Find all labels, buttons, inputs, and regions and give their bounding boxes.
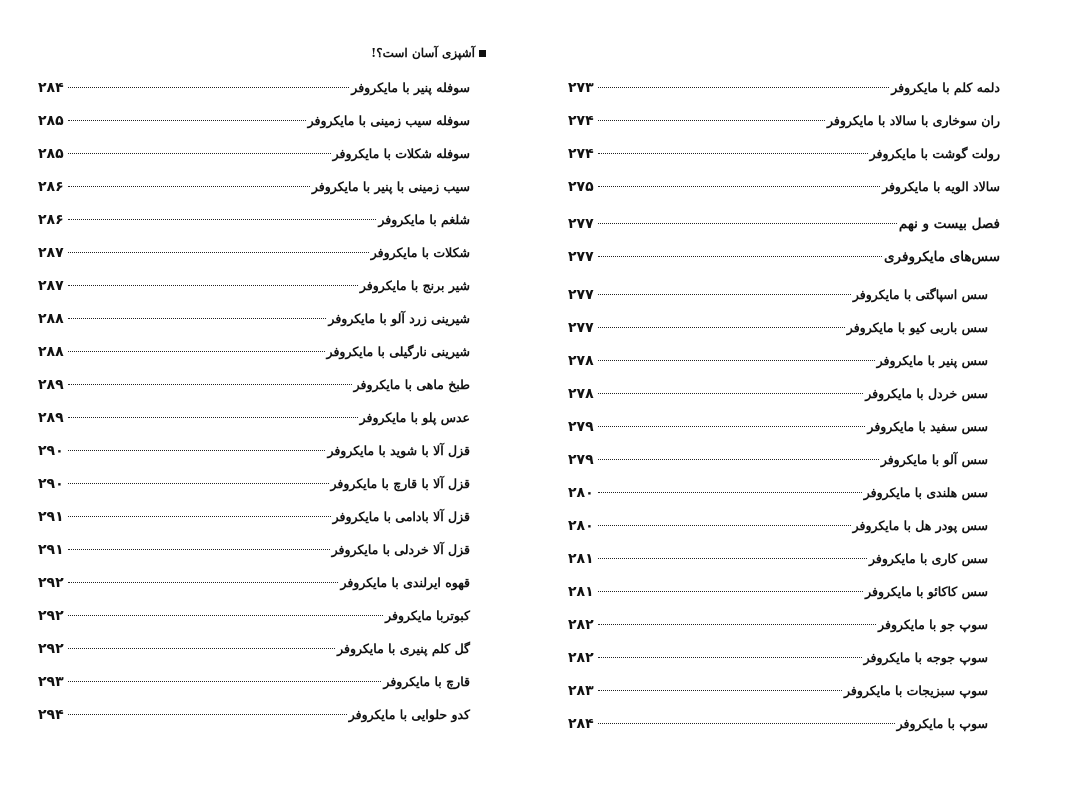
page-number: ۲۸۹ — [38, 377, 64, 393]
entry-title: سوفله شکلات با مایکروفر — [332, 146, 470, 161]
dot-leader — [598, 293, 851, 295]
page-number: ۲۸۸ — [38, 311, 64, 327]
entry-title: سس باربی کیو با مایکروفر — [846, 320, 988, 335]
entry-title: سوپ جوجه با مایکروفر — [863, 650, 988, 665]
toc-entry[interactable] — [38, 80, 470, 113]
page-number: ۲۸۵ — [38, 146, 64, 162]
entry-title: ران سوخاری با سالاد با مایکروفر — [827, 113, 1000, 128]
dot-leader — [598, 222, 897, 224]
page-number: ۲۷۹ — [568, 419, 594, 435]
toc-entry[interactable] — [38, 146, 470, 179]
page-number: ۲۸۷ — [38, 278, 64, 294]
toc-entry[interactable] — [38, 278, 470, 311]
dot-leader — [68, 119, 306, 121]
entry-title: شیر برنج با مایکروفر — [359, 278, 470, 293]
entry-title: قهوه ایرلندی با مایکروفر — [340, 575, 470, 590]
toc-entry[interactable] — [568, 551, 1000, 584]
header-title: آشپزی آسان است؟! — [370, 46, 475, 60]
page-number: ۲۸۹ — [38, 410, 64, 426]
entry-title: سس سفید با مایکروفر — [867, 419, 988, 434]
toc-entry[interactable] — [568, 386, 1000, 419]
entry-title: سوفله سیب زمینی با مایکروفر — [307, 113, 470, 128]
entry-title: سوپ با مایکروفر — [896, 716, 988, 731]
dot-leader — [68, 515, 331, 517]
page-number: ۲۷۸ — [568, 386, 594, 402]
dot-leader — [68, 317, 326, 319]
toc-entry[interactable] — [38, 179, 470, 212]
toc-entry[interactable] — [38, 311, 470, 344]
dot-leader — [68, 713, 347, 715]
dot-leader — [598, 590, 863, 592]
page-number: ۲۷۵ — [568, 179, 594, 195]
entry-title: سوپ جو با مایکروفر — [878, 617, 988, 632]
toc-entry[interactable] — [38, 674, 470, 707]
page-number: ۲۹۲ — [38, 641, 64, 657]
page-number: ۲۸۲ — [568, 650, 594, 666]
toc-entry[interactable] — [568, 584, 1000, 617]
toc-entry[interactable] — [568, 113, 1000, 146]
toc-entry[interactable] — [38, 575, 470, 608]
dot-leader — [68, 350, 325, 352]
page-number: ۲۸۶ — [38, 212, 64, 228]
dot-leader — [68, 482, 329, 484]
entry-title: گل کلم پنیری با مایکروفر — [337, 641, 470, 656]
toc-entry[interactable] — [568, 179, 1000, 216]
page-number: ۲۷۷ — [568, 216, 594, 232]
page-number: ۲۷۴ — [568, 146, 594, 162]
entry-title: شیرینی زرد آلو با مایکروفر — [328, 311, 470, 326]
page-number: ۲۸۵ — [38, 113, 64, 129]
dot-leader — [598, 185, 880, 187]
dot-leader — [68, 548, 330, 550]
toc-entry[interactable] — [568, 452, 1000, 485]
entry-title: سوپ سبزیجات با مایکروفر — [843, 683, 988, 698]
dot-leader — [598, 392, 863, 394]
dot-leader — [598, 689, 842, 691]
toc-entry[interactable] — [568, 287, 1000, 320]
entry-title: طبخ ماهی با مایکروفر — [353, 377, 470, 392]
page-number: ۲۸۳ — [568, 683, 594, 699]
toc-right-column — [568, 80, 1000, 749]
toc-entry[interactable] — [38, 608, 470, 641]
entry-title: قزل آلا با شوید با مایکروفر — [327, 443, 470, 458]
entry-title: کبوتربا مایکروفر — [385, 608, 470, 623]
entry-title: قزل آلا بادامی با مایکروفر — [332, 509, 470, 524]
entry-title: سس کاری با مایکروفر — [868, 551, 988, 566]
entry-title: قزل آلا با قارچ با مایکروفر — [330, 476, 470, 491]
page-number: ۲۸۷ — [38, 245, 64, 261]
page-number: ۲۷۷ — [568, 249, 594, 265]
toc-entry[interactable] — [568, 518, 1000, 551]
page-number: ۲۷۹ — [568, 452, 594, 468]
page-number: ۲۸۱ — [568, 551, 594, 567]
dot-leader — [68, 416, 358, 418]
toc-entry[interactable] — [38, 113, 470, 146]
toc-entry[interactable] — [38, 377, 470, 410]
dot-leader — [598, 458, 879, 460]
page-number: ۲۹۲ — [38, 608, 64, 624]
entry-title: قارچ با مایکروفر — [383, 674, 470, 689]
entry-title: سالاد الویه با مایکروفر — [882, 179, 1000, 194]
page-number: ۲۹۴ — [38, 707, 64, 723]
entry-title: شکلات با مایکروفر — [370, 245, 470, 260]
page-number: ۲۸۴ — [38, 80, 64, 96]
dot-leader — [68, 581, 338, 583]
dot-leader — [68, 284, 358, 286]
dot-leader — [598, 557, 867, 559]
entry-title: سس پنیر با مایکروفر — [876, 353, 988, 368]
dot-leader — [598, 524, 851, 526]
page-number: ۲۹۳ — [38, 674, 64, 690]
page-number: ۲۷۴ — [568, 113, 594, 129]
dot-leader — [598, 326, 845, 328]
entry-title: قزل آلا خردلی با مایکروفر — [331, 542, 470, 557]
dot-leader — [68, 86, 349, 88]
toc-entry[interactable] — [568, 419, 1000, 452]
dot-leader — [598, 656, 862, 658]
page-number: ۲۹۰ — [38, 476, 64, 492]
entry-title: سس آلو با مایکروفر — [880, 452, 988, 467]
toc-entry[interactable] — [568, 617, 1000, 650]
page-number: ۲۹۱ — [38, 542, 64, 558]
page-number: ۲۷۳ — [568, 80, 594, 96]
dot-leader — [68, 680, 381, 682]
page-number: ۲۸۱ — [568, 584, 594, 600]
dot-leader — [598, 491, 862, 493]
dot-leader — [68, 647, 335, 649]
entry-title: سوفله پنیر با مایکروفر — [351, 80, 470, 95]
dot-leader — [68, 449, 325, 451]
entry-title: سس هلندی با مایکروفر — [863, 485, 988, 500]
dot-leader — [598, 152, 868, 154]
dot-leader — [598, 119, 825, 121]
chapter-title: فصل بیست و نهم — [898, 216, 1000, 232]
entry-title: شیرینی نارگیلی با مایکروفر — [326, 344, 470, 359]
toc-entry[interactable] — [38, 542, 470, 575]
toc-entry[interactable] — [568, 683, 1000, 716]
entry-title: سیب زمینی با پنیر با مایکروفر — [311, 179, 470, 194]
toc-entry[interactable] — [38, 212, 470, 245]
toc-entry[interactable] — [568, 716, 1000, 749]
page-number: ۲۸۰ — [568, 518, 594, 534]
page-number: ۲۷۸ — [568, 353, 594, 369]
running-header — [360, 46, 486, 66]
page-number: ۲۹۱ — [38, 509, 64, 525]
page-number: ۲۸۶ — [38, 179, 64, 195]
dot-leader — [598, 722, 895, 724]
toc-entry[interactable] — [38, 410, 470, 443]
page-number: ۲۹۲ — [38, 575, 64, 591]
entry-title: کدو حلوایی با مایکروفر — [348, 707, 470, 722]
entry-title: دلمه کلم با مایکروفر — [891, 80, 1000, 95]
dot-leader — [68, 614, 383, 616]
chapter-subtitle: سس‌های مایکروفری — [883, 249, 1000, 265]
toc-left-column — [38, 80, 470, 740]
dot-leader — [68, 383, 352, 385]
toc-entry[interactable] — [38, 245, 470, 278]
dot-leader — [68, 185, 310, 187]
page-number: ۲۷۷ — [568, 287, 594, 303]
toc-chapter[interactable] — [568, 216, 1000, 249]
entry-title: شلغم با مایکروفر — [378, 212, 470, 227]
page-number: ۲۸۴ — [568, 716, 594, 732]
header-square-icon — [479, 50, 486, 57]
dot-leader — [68, 251, 369, 253]
toc-entry[interactable] — [38, 641, 470, 674]
entry-title: سس کاکائو با مایکروفر — [865, 584, 988, 599]
page-number: ۲۸۰ — [568, 485, 594, 501]
dot-leader — [598, 425, 865, 427]
page-number: ۲۸۸ — [38, 344, 64, 360]
toc-entry[interactable] — [568, 146, 1000, 179]
dot-leader — [68, 218, 376, 220]
toc-chapter-subtitle[interactable] — [568, 249, 1000, 287]
toc-entry[interactable] — [568, 650, 1000, 683]
dot-leader — [598, 86, 889, 88]
toc-entry[interactable] — [38, 509, 470, 542]
entry-title: رولت گوشت با مایکروفر — [869, 146, 1000, 161]
toc-entry[interactable] — [568, 485, 1000, 518]
page-number: ۲۷۷ — [568, 320, 594, 336]
page-number: ۲۸۲ — [568, 617, 594, 633]
toc-entry[interactable] — [38, 476, 470, 509]
dot-leader — [598, 623, 876, 625]
page-number: ۲۹۰ — [38, 443, 64, 459]
toc-entry[interactable] — [568, 353, 1000, 386]
toc-entry[interactable] — [568, 80, 1000, 113]
entry-title: سس اسپاگتی با مایکروفر — [852, 287, 988, 302]
dot-leader — [68, 152, 331, 154]
toc-entry[interactable] — [38, 443, 470, 476]
entry-title: سس پودر هل با مایکروفر — [852, 518, 988, 533]
toc-entry[interactable] — [568, 320, 1000, 353]
toc-entry[interactable] — [38, 707, 470, 740]
toc-entry[interactable] — [38, 344, 470, 377]
entry-title: سس خردل با مایکروفر — [865, 386, 988, 401]
dot-leader — [598, 359, 875, 361]
dot-leader — [598, 255, 882, 257]
entry-title: عدس پلو با مایکروفر — [359, 410, 470, 425]
